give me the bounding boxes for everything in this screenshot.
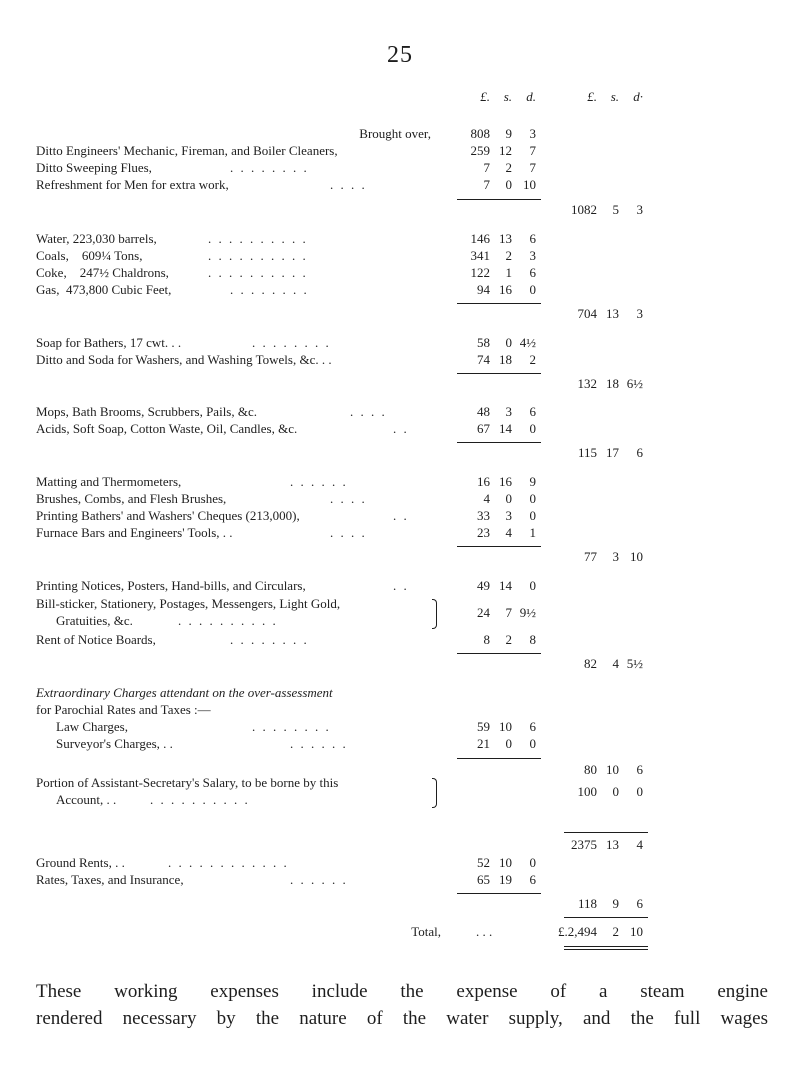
subtotal-pence: 3 (636, 306, 643, 321)
subtotal-shillings: 10 (606, 762, 619, 777)
amount-pence: 1 (529, 525, 536, 540)
subtotal-pounds: 132 (577, 376, 597, 391)
row-label: Water, 223,030 barrels, (36, 231, 157, 246)
amount-pence: 9 (529, 474, 536, 489)
row-label: Coke, 247½ Chaldrons, (36, 265, 169, 280)
table-row (0, 736, 800, 752)
table-row (0, 632, 800, 648)
total-pounds: £.2,494 (558, 924, 597, 939)
subtotal-rule (457, 546, 541, 547)
subtotal-shillings: 5 (612, 202, 619, 217)
subtotal-rule (564, 917, 648, 918)
row-label: Printing Notices, Posters, Hand-bills, and Circulars, (36, 578, 306, 593)
amount-pounds: 146 (470, 231, 490, 246)
amount-pence: 9½ (519, 605, 536, 620)
subtotal-shillings: 13 (606, 306, 619, 321)
amount-pence: 0 (529, 736, 536, 751)
subtotal-shillings: 18 (606, 376, 619, 391)
subtotal-row (0, 549, 800, 565)
table-row (0, 578, 800, 594)
subtotal-shillings: 9 (612, 896, 619, 911)
amount-shillings: 16 (499, 282, 512, 297)
table-row (0, 855, 800, 871)
subtotal-rule (457, 758, 541, 759)
section-title: Extraordinary Charges attendant on the over-assessment (36, 685, 333, 700)
amount-pence: 2 (529, 352, 536, 367)
amount-pounds: 100 (577, 784, 597, 799)
amount-pence: 3 (529, 248, 536, 263)
amount-pounds: 8 (483, 632, 490, 647)
subtotal-pence: 6 (636, 762, 643, 777)
row-label: Brushes, Combs, and Flesh Brushes, (36, 491, 227, 506)
amount-shillings: 10 (499, 855, 512, 870)
amount-pence: 6 (529, 872, 536, 887)
table-row (0, 719, 800, 735)
subtotal-row (0, 202, 800, 218)
subtotal-shillings: 13 (606, 837, 619, 852)
dot-leader: . . . . (330, 525, 367, 540)
header-pounds-total: £. (587, 89, 597, 104)
amount-pence: 3 (529, 126, 536, 141)
row-label: Soap for Bathers, 17 cwt. . . (36, 335, 182, 350)
row-label: Coals, 609¼ Tons, (36, 248, 143, 263)
table-row (0, 177, 800, 193)
amount-pounds: 122 (470, 265, 490, 280)
table-row (0, 404, 800, 420)
amount-pounds: 21 (477, 736, 490, 751)
dot-leader: . . . . (330, 491, 367, 506)
subtotal-pence: 3 (636, 202, 643, 217)
subtotal-pence: 6½ (626, 376, 643, 391)
table-row (0, 265, 800, 281)
dot-leader: . . . . . . . . (230, 632, 309, 647)
table-row (0, 508, 800, 524)
amount-shillings: 19 (499, 872, 512, 887)
row-label-continued: Gratuities, &c. (56, 613, 133, 628)
row-label: Ditto Engineers' Mechanic, Fireman, and Boiler Cleaners, (36, 143, 338, 158)
brace (432, 599, 437, 629)
dot-leader: . . (393, 578, 409, 593)
dot-leader: . . . . . . . . (230, 282, 309, 297)
row-label: Brought over, (359, 126, 431, 141)
amount-pounds: 65 (477, 872, 490, 887)
subtotal-pence: 6 (636, 896, 643, 911)
subtotal-rule (457, 199, 541, 200)
dot-leader: . . . . . . . . . . (208, 231, 308, 246)
amount-shillings: 12 (499, 143, 512, 158)
amount-pounds: 16 (477, 474, 490, 489)
row-label: Furnace Bars and Engineers' Tools, . . (36, 525, 233, 540)
amount-pounds: 33 (477, 508, 490, 523)
amount-shillings: 0 (505, 491, 512, 506)
table-row (0, 160, 800, 176)
table-row (0, 596, 800, 630)
row-label: Acids, Soft Soap, Cotton Waste, Oil, Candles, &c. (36, 421, 298, 436)
column-headers (0, 89, 800, 105)
amount-shillings: 2 (505, 632, 512, 647)
brace (432, 778, 437, 808)
header-pounds: £. (480, 89, 490, 104)
subtotal-rule (564, 832, 648, 833)
total-label: Total, (411, 924, 441, 939)
amount-shillings: 0 (505, 335, 512, 350)
dot-leader: . . . . . . (290, 872, 348, 887)
amount-pounds: 259 (470, 143, 490, 158)
amount-pounds: 23 (477, 525, 490, 540)
row-label: Gas, 473,800 Cubic Feet, (36, 282, 172, 297)
amount-pounds: 74 (477, 352, 490, 367)
amount-pounds: 94 (477, 282, 490, 297)
amount-shillings: 18 (499, 352, 512, 367)
subtotal-row (0, 445, 800, 461)
row-label: Ditto Sweeping Flues, (36, 160, 152, 175)
amount-pounds: 52 (477, 855, 490, 870)
amount-shillings: 3 (505, 508, 512, 523)
table-row (0, 525, 800, 541)
subtotal-pence: 5½ (626, 656, 643, 671)
table-row (0, 248, 800, 264)
table-row (0, 872, 800, 888)
dot-leader: . . . . (350, 404, 387, 419)
subtotal-pounds: 77 (584, 549, 597, 564)
table-row (0, 335, 800, 351)
amount-pence: 0 (529, 282, 536, 297)
subtotal-pounds: 118 (577, 896, 597, 911)
amount-pounds: 49 (477, 578, 490, 593)
amount-shillings: 10 (499, 719, 512, 734)
section-heading (0, 685, 800, 719)
table-row (0, 231, 800, 247)
row-label: Refreshment for Men for extra work, (36, 177, 229, 192)
dot-leader: . . . . . . . . (230, 160, 309, 175)
amount-pence: 0 (636, 784, 643, 799)
row-label: Ground Rents, . . (36, 855, 125, 870)
subtotal-pounds: 82 (584, 656, 597, 671)
table-row (0, 474, 800, 490)
amount-pounds: 341 (470, 248, 490, 263)
table-row (0, 143, 800, 159)
subtotal-row (0, 376, 800, 392)
row-label: Mops, Bath Brooms, Scrubbers, Pails, &c. (36, 404, 257, 419)
amount-pounds: 808 (470, 126, 490, 141)
subtotal-pounds: 80 (584, 762, 597, 777)
subtotal-pounds: 2375 (571, 837, 597, 852)
amount-shillings: 16 (499, 474, 512, 489)
subtotal-shillings: 3 (612, 549, 619, 564)
amount-pence: 0 (529, 491, 536, 506)
subtotal-shillings: 17 (606, 445, 619, 460)
amount-pence: 6 (529, 404, 536, 419)
amount-shillings: 2 (505, 160, 512, 175)
dot-leader: . . . . . . (290, 474, 348, 489)
dot-leader: . . . . . . . . . . (178, 613, 278, 628)
subtotal-rule (457, 893, 541, 894)
footer-line: These working expenses include the expense of a steam engine (36, 981, 768, 1002)
row-label: Rates, Taxes, and Insurance, (36, 872, 184, 887)
subtotal-row (0, 656, 800, 672)
amount-shillings: 14 (499, 421, 512, 436)
amount-shillings: 4 (505, 525, 512, 540)
subtotal-row (0, 837, 800, 853)
amount-shillings: 9 (505, 126, 512, 141)
amount-shillings: 3 (505, 404, 512, 419)
subtotal-row (0, 306, 800, 322)
dot-leader: . . . . . . . . . . (208, 248, 308, 263)
total-dots: . . . (476, 924, 493, 939)
dot-leader: . . . . . . . . (252, 719, 331, 734)
amount-shillings: 7 (505, 605, 512, 620)
row-label: Portion of Assistant-Secretary's Salary, to be borne by this (36, 775, 339, 790)
subtotal-rule (457, 303, 541, 304)
dot-leader: . . (393, 421, 409, 436)
table-row (0, 775, 800, 809)
amount-shillings: 0 (612, 784, 619, 799)
amount-pence: 6 (529, 265, 536, 280)
footer-paragraph (36, 978, 768, 1032)
amount-pence: 7 (529, 160, 536, 175)
row-label: Matting and Thermometers, (36, 474, 182, 489)
amount-pounds: 24 (477, 605, 490, 620)
amount-pence: 0 (529, 508, 536, 523)
amount-pence: 0 (529, 855, 536, 870)
dot-leader: . . (393, 508, 409, 523)
subtotal-pounds: 1082 (571, 202, 597, 217)
amount-shillings: 14 (499, 578, 512, 593)
subtotal-rule (457, 373, 541, 374)
subtotal-pence: 6 (636, 445, 643, 460)
header-shillings-total: s. (610, 89, 619, 104)
amount-pounds: 4 (483, 491, 490, 506)
amount-shillings: 0 (505, 736, 512, 751)
dot-leader: . . . . . . . . . . . . (168, 855, 289, 870)
amount-pounds: 7 (483, 160, 490, 175)
row-label: Law Charges, (56, 719, 128, 734)
dot-leader: . . . . . . . . . . (150, 792, 250, 807)
table-row (0, 126, 800, 142)
amount-pounds: 7 (483, 177, 490, 192)
row-label: Ditto and Soda for Washers, and Washing Towels, &c. . . (36, 352, 332, 367)
total-pence: 10 (630, 924, 643, 939)
amount-pence: 7 (529, 143, 536, 158)
section-title-continued: for Parochial Rates and Taxes :— (36, 702, 211, 717)
footer-line: rendered necessary by the nature of the water supply, and the full wages (36, 1008, 768, 1029)
table-row (0, 421, 800, 437)
amount-shillings: 0 (505, 177, 512, 192)
subtotal-pence: 10 (630, 549, 643, 564)
amount-pence: 6 (529, 719, 536, 734)
amount-pence: 0 (529, 578, 536, 593)
dot-leader: . . . . . . . . . . (208, 265, 308, 280)
dot-leader: . . . . (330, 177, 367, 192)
row-label: Printing Bathers' and Washers' Cheques (213,000), (36, 508, 300, 523)
subtotal-pounds: 704 (577, 306, 597, 321)
table-row (0, 282, 800, 298)
total-shillings: 2 (612, 924, 619, 939)
amount-pounds: 67 (477, 421, 490, 436)
header-shillings: s. (503, 89, 512, 104)
subtotal-shillings: 4 (612, 656, 619, 671)
amount-pounds: 48 (477, 404, 490, 419)
table-row (0, 491, 800, 507)
page-number: 25 (387, 42, 413, 68)
dot-leader: . . . . . . (290, 736, 348, 751)
total-row (0, 924, 800, 940)
row-label: Surveyor's Charges, . . (56, 736, 173, 751)
table-row (0, 352, 800, 368)
row-label-continued: Account, . . (56, 792, 117, 807)
amount-pence: 6 (529, 231, 536, 246)
amount-shillings: 2 (505, 248, 512, 263)
dot-leader: . . . . . . . . (252, 335, 331, 350)
subtotal-pence: 4 (636, 837, 643, 852)
subtotal-row (0, 896, 800, 912)
header-pence-total: d· (633, 89, 643, 104)
amount-pounds: 58 (477, 335, 490, 350)
subtotal-rule (457, 442, 541, 443)
header-pence: d. (526, 89, 536, 104)
amount-shillings: 13 (499, 231, 512, 246)
amount-shillings: 1 (505, 265, 512, 280)
amount-pence: 4½ (519, 335, 536, 350)
row-label: Rent of Notice Boards, (36, 632, 156, 647)
amount-pence: 10 (523, 177, 536, 192)
amount-pence: 0 (529, 421, 536, 436)
total-double-rule (564, 946, 648, 950)
row-label: Bill-sticker, Stationery, Postages, Messengers, Light Gold, (36, 596, 341, 611)
subtotal-pounds: 115 (577, 445, 597, 460)
subtotal-rule (457, 653, 541, 654)
amount-pounds: 59 (477, 719, 490, 734)
amount-pence: 8 (529, 632, 536, 647)
